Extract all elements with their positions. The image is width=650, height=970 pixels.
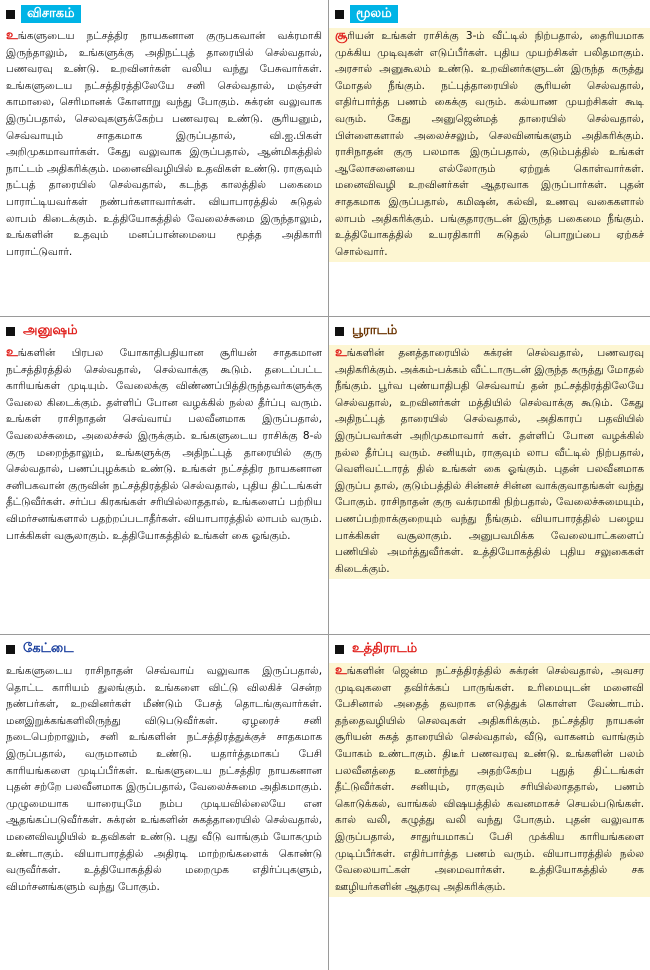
panel-header (6, 639, 322, 659)
panel-title: உத்திராடம் (352, 641, 418, 656)
square-bullet-icon (6, 645, 15, 654)
drop-letter: உ (335, 663, 347, 678)
panel-header (6, 4, 322, 24)
drop-letter: உ (335, 345, 347, 360)
panel-text (6, 663, 322, 895)
panel-anusham (0, 317, 329, 635)
panel-title: அனுஷம் (23, 323, 78, 338)
panel-uthiradam (329, 635, 650, 970)
panel-title: பூராடம் (352, 323, 398, 338)
panel-body: ங்களின் ஜென்ம நட்சத்திரத்தில் சுக்ரன் செல்வதால், அவசர முடிவுகளை தவிர்க்கப் பாருங்கள். உரிமையுடன் மனைவி பேசினால் அதைத் தவறாக எடுத்துக் கொள்ள வேண்டாம். தந்தைவழியில் செலவுகள் அதிகரிக்கும். நட்சத்திர நாயகன் சூரியன் சுகத் தாரையில் செல்வதால், வீடு, வாகனம் வாங்கும் யோகம் உண்டாகும். திடீர் பணவரவு உண்டு. உங்களின் பலம் பலவீனத்தை உணர்ந்து அதற்கேற்ப புதுத் திட்டங்கள் தீட்டுவீர்கள். சனியும், ராகுவும் சரியில்லாததால், பணம் கொடுக்கல், வாங்கல் விஷயத்தில் கவனமாகச் செயல்படுங்கள். கால் வலி, கழுத்து வலி வந்து போகும். புதன் வலுவாக இருப்பதால், சாதுர்யமாகப் பேசி முக்கிய காரியங்களை முடிப்பீர்கள். எதிர்பார்த்த பணம் வரும். வியாபாரத்தில் நல்ல வேலையாட்கள் அமைவார்கள். உத்தியோகத்தில் சக ஊழியர்களின் ஆதரவு அதிகரிக்கும். (335, 665, 644, 893)
panel-text (6, 28, 322, 260)
panel-title: மூலம் (350, 5, 398, 23)
panel-visakam (0, 0, 329, 317)
panel-header (335, 4, 644, 24)
panel-text (329, 28, 650, 262)
panel-header (335, 321, 644, 341)
drop-letter: உ (6, 345, 18, 360)
square-bullet-icon (335, 10, 344, 19)
panel-body: ரியன் உங்கள் ராசிக்கு 3-ம் வீட்டில் நிற்பதால், தைரியமாக முக்கிய முடிவுகள் எடுப்பீர்கள். புதிய முயற்சிகள் பலிதமாகும். அரசால் அனுகூலம் உண்டு. உறவினர்களுடன் இருந்த கருத்து மோதல் நீங்கும். நட்புத்தாரையில் சூரியன் செல்வதால், எதிர்பார்த்த பணம் கைக்கு வரும். கல்யாண முயற்சிகள் கூடி வரும். கேது அனுஜென்மத் தாரையில் செல்வதால், பிள்ளைகளால் அலைச்சலும், செலவினங்களும் அதிகரிக்கும். ராசிநாதன் குரு பலமாக இருப்பதால், குடும்பத்தில் உங்கள் ஆலோசனையை எல்லோரும் ஏற்றுக் கொள்வார்கள். மனைவிவழி உறவினர்கள் ஆதரவாக இருப்பார்கள். புதன் சாதகமாக இருப்பதால், கமிஷன், கல்வி, உணவு வகைகளால் லாபம் அதிகரிக்கும். பங்குதாரருடன் இருந்த பகைமை நீங்கும். உத்தியோகத்தில் உயரதிகாரி சுடுதல் பொறுப்பை ஏற்கச் சொல்வார். (335, 30, 644, 258)
square-bullet-icon (335, 327, 344, 336)
panel-text (6, 345, 322, 544)
panel-title: விசாகம் (21, 5, 81, 23)
panel-text (329, 345, 650, 579)
panel-body: ங்களுடைய நட்சத்திர நாயகனான குருபகவான் வக்ரமாகி இருந்தாலும், உங்களுக்கு அதிநட்புத் தாரையில் செல்வதால், பணவரவு உண்டு. உறவினர்கள் வலிய வந்து பேசுவார்கள். உங்களுடைய நட்சத்திரத்திலேயே சனி செல்வதால், மஞ்சள் காமாலை, செரிமானக் கோளாறு வந்து போகும். சுக்ரன் வலுவாக இருப்பதால், செலவுகளுக்கேற்ப பணவரவு உண்டு. சூரியனும், செவ்வாயும் சாதகமாக இருப்பதால், வி.ஐ.பிகள் அறிமுகமாவார்கள். கேது வலுவாக இருப்பதால், ஆன்மிகத்தில் நாட்டம் அதிகரிக்கும். மனைவிவழியில் உதவிகள் உண்டு. ராகுவும் நட்புத் தாரையில் செல்வதால், கடந்த காலத்தில் பகைமை பாராட்டியவர்கள் நண்பர்களாவார்கள். வியாபாரத்தில் சுடுதல் லாபம் கிடைக்கும். உத்தியோகத்தில் வேலைச்சுமை இருந்தாலும், உங்களின் உதவும் மனப்பான்மையை மூத்த அதிகாரி பாராட்டுவார். (6, 30, 322, 258)
square-bullet-icon (6, 10, 15, 19)
panel-kettai (0, 635, 329, 970)
panel-header (335, 639, 644, 659)
panel-moolam (329, 0, 650, 317)
drop-letter: சூ (335, 28, 348, 43)
panel-title: கேட்டை (23, 641, 74, 656)
panel-text (329, 663, 650, 897)
square-bullet-icon (335, 645, 344, 654)
panel-header (6, 321, 322, 341)
square-bullet-icon (6, 327, 15, 336)
panel-body: உங்களுடைய ராசிநாதன் செவ்வாய் வலுவாக இருப்பதால், தொட்ட காரியம் துலங்கும். உங்களை விட்டு விலகிச் சென்ற நண்பர்கள், உறவினர்கள் மீண்டும் பேசத் தொடங்குவார்கள். மனஇறுக்கங்களிலிருந்து விடுபடுவீர்கள். ஏழரைச் சனி நடைபெற்றாலும், சனி உங்களின் நட்சத்திரத்துக்குச் சாதகமாக இருப்பதால், வருமானம் உண்டு. யதார்த்தமாகப் பேசி காரியங்களை முடிப்பீர்கள். உங்களுடைய நட்சத்திர நாயகனான புதன் சற்றே பலவீனமாக இருப்பதால், வேலைச்சுமை அதிகமாகும். முழுமையாக யாரையுமே நம்ப முடியவில்லையே என ஆதங்கப்படுவீர்கள். சுக்ரன் உங்களின் சுகத்தாரையில் செல்வதால், மனைவிவழியில் உதவிகள் உண்டு. புது வீடு வாங்கும் யோகமும் உண்டாகும். வியாபாரத்தில் அதிரடி மாற்றங்களைக் கொண்டு வருவீர்கள். உத்தியோகத்தில் மறைமுக எதிர்ப்புகளும், விமர்சனங்களும் வந்து போகும். (6, 665, 322, 893)
panel-pooradam (329, 317, 650, 635)
drop-letter: உ (6, 28, 18, 43)
panel-body: ங்களின் பிரபல யோகாதிபதியான சூரியன் சாதகமான நட்சத்திரத்தில் செல்வதால், செல்வாக்கு கூடும். தடைப்பட்ட காரியங்கள் முடியும். வேலைக்கு விண்ணப்பித்திருந்தவர்களுக்கு வேலை கிடைக்கும். தள்ளிப் போன வழக்கில் நல்ல தீர்ப்பு வரும். உங்கள் ராசிநாதன் செவ்வாய் பலவீனமாக இருப்பதால், வேலைச்சுமை, அலைச்சல் இருக்கும். உங்களுடைய ராசிக்கு 8-ல் குரு மறைந்தாலும், உங்களுக்கு அதிநட்புத் தாரையில் குரு செல்வதால், பணப்புழக்கம் உண்டு. உங்கள் நட்சத்திர நாயகனான சனிபகவான் குருவின் நட்சத்திரத்தில் செல்வதால், புதிய திட்டங்கள் தீட்டுவீர்கள். சர்ப்ப கிரகங்கள் சரியில்லாததால், உங்களைப் பற்றிய விமர்சனங்களால் பதற்றப்படாதீர்கள். வியாபாரத்தில் லாபம் வரும். பாக்கிகள் வசூலாகும். உத்தியோகத்தில் உங்கள் கை ஓங்கும். (6, 347, 322, 542)
panel-body: ங்களின் தனத்தாரையில் சுக்ரன் செல்வதால், பணவரவு அதிகரிக்கும். அக்கம்-பக்கம் வீட்டாருடன் இருந்த கருத்து மோதல் நீங்கும். பூர்வ புண்யாதிபதி செவ்வாய் தன் நட்சத்திரத்திலேயே செல்வதால், உறவினர்கள் மத்தியில் செல்வாக்கு கூடும். கேது அதிநட்புத் தாரையில் செல்வதால், அதிகாரப் பதவியில் இருப்பவர்கள் அறிமுகமாவார் கள். தள்ளிப் போன வழக்கில் நல்ல தீர்ப்பு வரும். சனியும், ராகுவும் லாப வீட்டில் நிற்பதால், வெளிவட்டாரத் தில் உங்கள் கை ஓங்கும். புதன் பலவீனமாக இருப்ப தால், குடும்பத்தில் சின்னச் சின்ன வாக்குவாதங்கள் வந்து போகும். ராசிநாதன் குரு வக்ரமாகி நிற்பதால், வேலைச்சுமையும், பணப்பற்றாக்குறையும் வந்து நீங்கும். வியாபாரத்தில் பழைய பாக்கிகள் வசூலாகும். அனுபவமிக்க வேலையாட்களைப் பணியில் அமர்த்துவீர்கள். உத்தியோகத்தில் புதிய சலுகைகள் கிடைக்கும். (335, 347, 644, 575)
